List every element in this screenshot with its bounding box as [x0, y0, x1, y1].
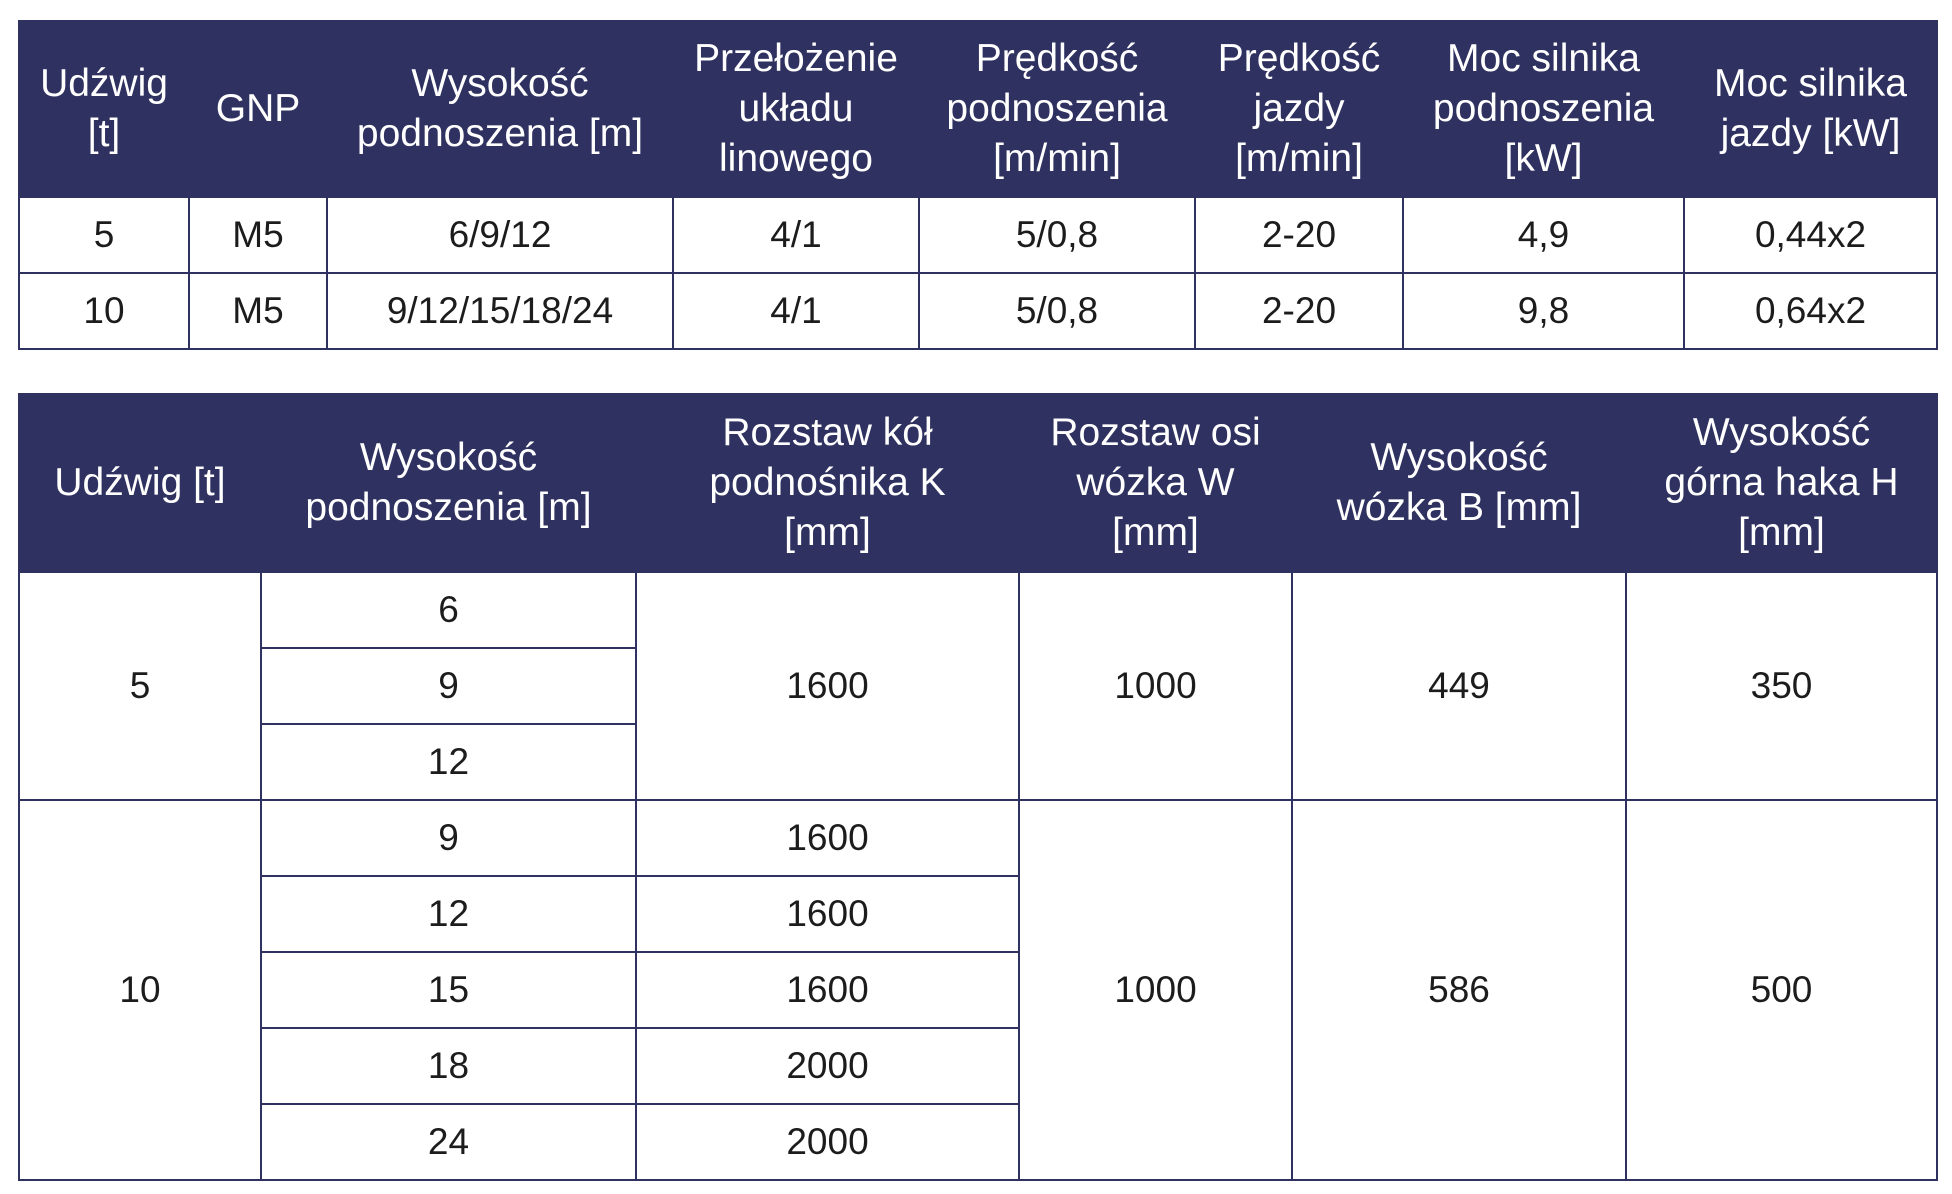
cell-lift-height: 12 — [261, 724, 636, 800]
table-row — [19, 197, 1937, 273]
header-trolley-height: Wysokość wózka B [mm] — [1292, 394, 1626, 572]
header-capacity: Udźwig [t] — [19, 21, 189, 197]
header-hook-height: Wysokość górna haka H [mm] — [1626, 394, 1937, 572]
header-capacity: Udźwig [t] — [19, 394, 261, 572]
cell-wheel-spacing: 2000 — [636, 1104, 1019, 1180]
cell-travel-speed: 2-20 — [1195, 197, 1403, 273]
cell-lift-height: 9 — [261, 648, 636, 724]
cell-lift-height: 12 — [261, 876, 636, 952]
cell-lift-height: 6/9/12 — [327, 197, 673, 273]
cell-wheel-spacing: 2000 — [636, 1028, 1019, 1104]
cell-wheel-spacing: 1600 — [636, 800, 1019, 876]
cell-travel-speed: 2-20 — [1195, 273, 1403, 349]
cell-lift-height: 15 — [261, 952, 636, 1028]
header-axle-spacing: Rozstaw osi wózka W [mm] — [1019, 394, 1292, 572]
cell-lift-height: 9/12/15/18/24 — [327, 273, 673, 349]
cell-capacity: 10 — [19, 800, 261, 1180]
cell-gnp: M5 — [189, 273, 327, 349]
header-travel-motor-power: Moc silnika jazdy [kW] — [1684, 21, 1937, 197]
cell-hook-height: 500 — [1626, 800, 1937, 1180]
cell-lift-height: 9 — [261, 800, 636, 876]
hoist-dimensions-table — [18, 393, 1938, 1181]
header-lift-height: Wysokość podnoszenia [m] — [261, 394, 636, 572]
cell-wheel-spacing: 1600 — [636, 952, 1019, 1028]
cell-axle-spacing: 1000 — [1019, 572, 1292, 800]
cell-lift-motor-power: 4,9 — [1403, 197, 1684, 273]
header-reeving: Przełożenie układu linowego — [673, 21, 919, 197]
cell-travel-motor-power: 0,64x2 — [1684, 273, 1937, 349]
table-row — [19, 273, 1937, 349]
cell-hook-height: 350 — [1626, 572, 1937, 800]
cell-lift-speed: 5/0,8 — [919, 197, 1195, 273]
header-row — [19, 21, 1937, 197]
table-row — [19, 800, 1937, 876]
cell-lift-height: 24 — [261, 1104, 636, 1180]
header-gnp: GNP — [189, 21, 327, 197]
header-wheel-spacing: Rozstaw kół podnośnika K [mm] — [636, 394, 1019, 572]
cell-axle-spacing: 1000 — [1019, 800, 1292, 1180]
cell-wheel-spacing: 1600 — [636, 572, 1019, 800]
cell-lift-height: 18 — [261, 1028, 636, 1104]
cell-trolley-height: 586 — [1292, 800, 1626, 1180]
cell-lift-height: 6 — [261, 572, 636, 648]
cell-gnp: M5 — [189, 197, 327, 273]
cell-lift-speed: 5/0,8 — [919, 273, 1195, 349]
cell-capacity: 5 — [19, 572, 261, 800]
cell-travel-motor-power: 0,44x2 — [1684, 197, 1937, 273]
cell-reeving: 4/1 — [673, 197, 919, 273]
table-row — [19, 572, 1937, 648]
cell-trolley-height: 449 — [1292, 572, 1626, 800]
header-lift-speed: Prędkość podnoszenia [m/min] — [919, 21, 1195, 197]
cell-capacity: 5 — [19, 197, 189, 273]
header-lift-motor-power: Moc silnika podnoszenia [kW] — [1403, 21, 1684, 197]
cell-wheel-spacing: 1600 — [636, 876, 1019, 952]
cell-reeving: 4/1 — [673, 273, 919, 349]
header-row — [19, 394, 1937, 572]
cell-capacity: 10 — [19, 273, 189, 349]
hoist-specs-table — [18, 20, 1938, 350]
header-travel-speed: Prędkość jazdy [m/min] — [1195, 21, 1403, 197]
cell-lift-motor-power: 9,8 — [1403, 273, 1684, 349]
header-lift-height: Wysokość podnoszenia [m] — [327, 21, 673, 197]
